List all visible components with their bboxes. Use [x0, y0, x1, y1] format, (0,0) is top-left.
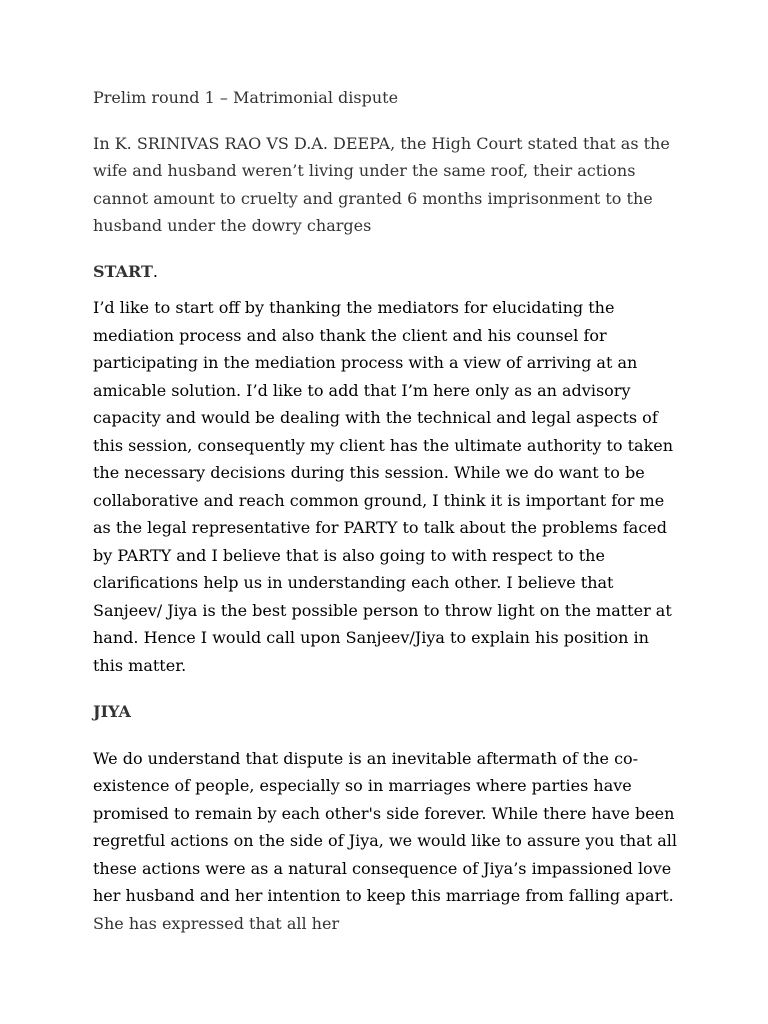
start-heading-suffix: . [152, 261, 159, 281]
jiya-heading: JIYA [93, 702, 131, 721]
intro-paragraph: In K. SRINIVAS RAO VS D.A. DEEPA, the High Court stated that as the wife and husband weren’t living under the same roof, their actions cannot amount to cruelty and granted 6 months imprisonment to the husband under the dowry charges [93, 133, 670, 235]
jiya-paragraph [93, 745, 683, 938]
start-paragraph: I’d like to start off by thanking the mediators for elucidating the mediation process and also thank the client and his counsel for participating in the mediation process with a view of arriving at an amicable solution. I’d like to add that I’m here only as an advisory capacity and would be dealing with the technical and legal aspects of this session, consequently my client has the ultimate authority to taken the necessary decisions during this session. While we do want to be collaborative and reach common ground, I think it is important for me as the legal representative for PARTY to talk about the problems faced by PARTY and I believe that is also going to with respect to the clarifications help us in understanding each other. I believe that Sanjeev/ Jiya is the best possible person to throw light on the matter at hand. Hence I would call upon Sanjeev/Jiya to explain his position in this matter. [93, 298, 674, 675]
document-content [93, 84, 683, 937]
jiya-paragraph-text: We do understand that dispute is an inevitable aftermath of the co-existence of people, especially so in marriages where parties have promised to remain by each other's side forever. While there have been regretful actions on the side of Jiya, we would like to assure you that all these actions were as a natural consequence of Jiya’s impassioned love her husband and her intention to keep this marriage from falling apart. [93, 748, 678, 905]
start-heading [93, 258, 683, 286]
document-title: Prelim round 1 – Matrimonial dispute [93, 88, 399, 107]
start-heading-label: START [93, 261, 153, 281]
jiya-paragraph-continued: She has expressed that all her [93, 913, 340, 933]
